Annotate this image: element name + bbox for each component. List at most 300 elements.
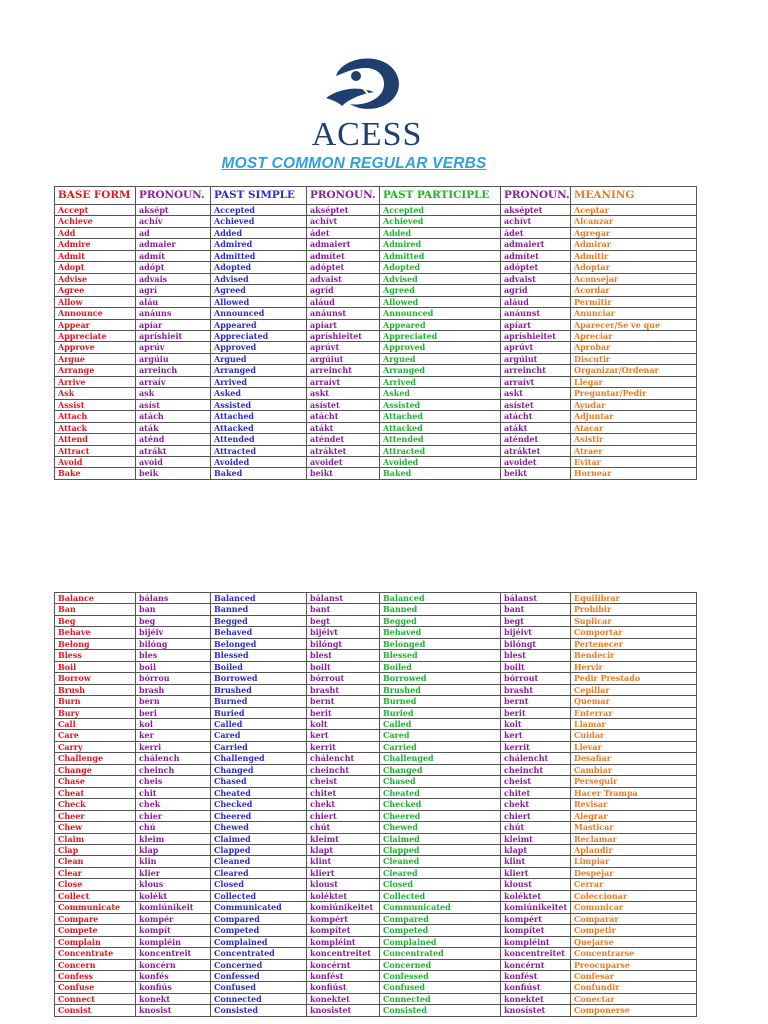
participle-pronunciation-cell: apríshieitet	[501, 330, 571, 341]
table-row	[55, 319, 697, 330]
past-pronunciation-cell: beikt	[307, 468, 380, 479]
meaning-cell: Confesar	[571, 970, 697, 981]
base-form-cell: Concern	[55, 959, 136, 970]
past-participle-cell: Complained	[380, 936, 501, 947]
past-simple-cell: Connected	[211, 993, 307, 1004]
pronunciation-cell: bern	[136, 696, 211, 707]
meaning-cell: Cuidar	[571, 730, 697, 741]
meaning-cell: Preocuparse	[571, 959, 697, 970]
past-pronunciation-cell: apríshieitet	[307, 330, 380, 341]
meaning-cell: Hervir	[571, 661, 697, 672]
participle-pronunciation-cell: askt	[501, 388, 571, 399]
base-form-cell: Attach	[55, 411, 136, 422]
meaning-cell: Prohibir	[571, 604, 697, 615]
table-row	[55, 285, 697, 296]
meaning-cell: Hornear	[571, 468, 697, 479]
past-participle-cell: Argued	[380, 353, 501, 364]
past-simple-cell: Concentrated	[211, 948, 307, 959]
participle-pronunciation-cell: chálencht	[501, 753, 571, 764]
past-simple-cell: Admired	[211, 239, 307, 250]
table-row	[55, 913, 697, 924]
meaning-cell: Aplaudir	[571, 844, 697, 855]
past-simple-cell: Complained	[211, 936, 307, 947]
base-form-cell: Complain	[55, 936, 136, 947]
past-participle-cell: Baked	[380, 468, 501, 479]
meaning-cell: Preguntar/Pedir	[571, 388, 697, 399]
past-participle-cell: Chewed	[380, 822, 501, 833]
past-participle-cell: Concentrated	[380, 948, 501, 959]
table-row	[55, 970, 697, 981]
past-simple-cell: Asked	[211, 388, 307, 399]
pronunciation-cell: kompít	[136, 925, 211, 936]
participle-pronunciation-cell: berit	[501, 707, 571, 718]
participle-pronunciation-cell: aténdet	[501, 434, 571, 445]
pronunciation-cell: kerri	[136, 741, 211, 752]
base-form-cell: Arrive	[55, 376, 136, 387]
past-participle-cell: Asked	[380, 388, 501, 399]
past-participle-cell: Attracted	[380, 445, 501, 456]
base-form-cell: Achieve	[55, 216, 136, 227]
past-participle-cell: Approved	[380, 342, 501, 353]
verbs-table-2	[54, 592, 697, 1017]
past-participle-cell: Balanced	[380, 593, 501, 604]
participle-pronunciation-cell: admaiert	[501, 239, 571, 250]
past-participle-cell: Banned	[380, 604, 501, 615]
past-pronunciation-cell: atákt	[307, 422, 380, 433]
past-participle-cell: Changed	[380, 764, 501, 775]
participle-pronunciation-cell: begt	[501, 615, 571, 626]
participle-pronunciation-cell: bilóngt	[501, 638, 571, 649]
base-form-cell: Argue	[55, 353, 136, 364]
base-form-cell: Check	[55, 799, 136, 810]
pronunciation-cell: konekt	[136, 993, 211, 1004]
pronunciation-cell: anáuns	[136, 308, 211, 319]
table-row	[55, 604, 697, 615]
pronunciation-cell: aksépt	[136, 205, 211, 216]
base-form-cell: Claim	[55, 833, 136, 844]
meaning-cell: Organizar/Ordenar	[571, 365, 697, 376]
past-participle-cell: Agreed	[380, 285, 501, 296]
past-simple-cell: Avoided	[211, 456, 307, 467]
past-simple-cell: Cleared	[211, 867, 307, 878]
table-row	[55, 673, 697, 684]
table-row	[55, 730, 697, 741]
meaning-cell: Comunicar	[571, 902, 697, 913]
meaning-cell: Desafiar	[571, 753, 697, 764]
table-row	[55, 250, 697, 261]
pronunciation-cell: beg	[136, 615, 211, 626]
past-simple-cell: Argued	[211, 353, 307, 364]
table-row	[55, 959, 697, 970]
participle-pronunciation-cell: aláud	[501, 296, 571, 307]
past-pronunciation-cell: atráktet	[307, 445, 380, 456]
table-row	[55, 856, 697, 867]
participle-pronunciation-cell: achívt	[501, 216, 571, 227]
past-participle-cell: Attacked	[380, 422, 501, 433]
base-form-cell: Bake	[55, 468, 136, 479]
past-participle-cell: Called	[380, 718, 501, 729]
table-row	[55, 925, 697, 936]
pronunciation-cell: bilóng	[136, 638, 211, 649]
past-pronunciation-cell: aténdet	[307, 434, 380, 445]
past-simple-cell: Accepted	[211, 205, 307, 216]
meaning-cell: Comportar	[571, 627, 697, 638]
participle-pronunciation-cell: koléktet	[501, 890, 571, 901]
pronunciation-cell: avoid	[136, 456, 211, 467]
meaning-cell: Enterrar	[571, 707, 697, 718]
past-simple-cell: Cheated	[211, 787, 307, 798]
past-participle-cell: Admitted	[380, 250, 501, 261]
past-simple-cell: Attacked	[211, 422, 307, 433]
past-participle-cell: Adopted	[380, 262, 501, 273]
past-pronunciation-cell: berit	[307, 707, 380, 718]
meaning-cell: Limpiar	[571, 856, 697, 867]
past-participle-cell: Closed	[380, 879, 501, 890]
past-simple-cell: Confessed	[211, 970, 307, 981]
past-pronunciation-cell: anáunst	[307, 308, 380, 319]
past-pronunciation-cell: admaiert	[307, 239, 380, 250]
past-participle-cell: Begged	[380, 615, 501, 626]
table-row	[55, 627, 697, 638]
past-participle-cell: Concerned	[380, 959, 501, 970]
participle-pronunciation-cell: advaist	[501, 273, 571, 284]
past-simple-cell: Adopted	[211, 262, 307, 273]
table-row	[55, 638, 697, 649]
verbs-table-1	[54, 186, 697, 480]
past-pronunciation-cell: konektet	[307, 993, 380, 1004]
table-row	[55, 982, 697, 993]
base-form-cell: Chew	[55, 822, 136, 833]
pronunciation-cell: chú	[136, 822, 211, 833]
table-row	[55, 330, 697, 341]
pronunciation-cell: adópt	[136, 262, 211, 273]
table-row	[55, 468, 697, 479]
past-pronunciation-cell: konfiúst	[307, 982, 380, 993]
table-row	[55, 353, 697, 364]
participle-pronunciation-cell: kloust	[501, 879, 571, 890]
past-simple-cell: Consisted	[211, 1005, 307, 1016]
pronunciation-cell: kleim	[136, 833, 211, 844]
base-form-cell: Behave	[55, 627, 136, 638]
pronunciation-cell: admaier	[136, 239, 211, 250]
page-title: MOST COMMON REGULAR VERBS	[221, 155, 487, 172]
past-pronunciation-cell: kliert	[307, 867, 380, 878]
past-participle-cell: Carried	[380, 741, 501, 752]
meaning-cell: Suplicar	[571, 615, 697, 626]
past-simple-cell: Banned	[211, 604, 307, 615]
base-form-cell: Clear	[55, 867, 136, 878]
pronunciation-cell: kompléin	[136, 936, 211, 947]
pronunciation-cell: klin	[136, 856, 211, 867]
past-simple-cell: Brushed	[211, 684, 307, 695]
base-form-cell: Add	[55, 227, 136, 238]
base-form-cell: Arrange	[55, 365, 136, 376]
past-simple-cell: Confused	[211, 982, 307, 993]
past-participle-cell: Chased	[380, 776, 501, 787]
past-participle-cell: Cheered	[380, 810, 501, 821]
past-simple-cell: Begged	[211, 615, 307, 626]
base-form-cell: Collect	[55, 890, 136, 901]
base-form-cell: Appreciate	[55, 330, 136, 341]
past-participle-cell: Checked	[380, 799, 501, 810]
past-participle-cell: Achieved	[380, 216, 501, 227]
participle-pronunciation-cell: kompért	[501, 913, 571, 924]
past-pronunciation-cell: adóptet	[307, 262, 380, 273]
participle-pronunciation-cell: atráktet	[501, 445, 571, 456]
participle-pronunciation-cell: blest	[501, 650, 571, 661]
table-row	[55, 456, 697, 467]
past-participle-cell: Claimed	[380, 833, 501, 844]
past-participle-cell: Added	[380, 227, 501, 238]
participle-pronunciation-cell: konfiúst	[501, 982, 571, 993]
logo-brand: ACESS	[311, 116, 423, 146]
past-participle-cell: Cleaned	[380, 856, 501, 867]
past-participle-cell: Clapped	[380, 844, 501, 855]
table-row	[55, 205, 697, 216]
past-participle-cell: Confessed	[380, 970, 501, 981]
base-form-cell: Attend	[55, 434, 136, 445]
past-pronunciation-cell: knosistet	[307, 1005, 380, 1016]
pronunciation-cell: achív	[136, 216, 211, 227]
past-pronunciation-cell: brasht	[307, 684, 380, 695]
past-pronunciation-cell: admítet	[307, 250, 380, 261]
pronunciation-cell: klier	[136, 867, 211, 878]
base-form-cell: Admire	[55, 239, 136, 250]
base-form-cell: Attack	[55, 422, 136, 433]
past-participle-cell: Arranged	[380, 365, 501, 376]
base-form-cell: Announce	[55, 308, 136, 319]
pronunciation-cell: beri	[136, 707, 211, 718]
past-pronunciation-cell: advaist	[307, 273, 380, 284]
past-simple-cell: Challenged	[211, 753, 307, 764]
participle-pronunciation-cell: kliert	[501, 867, 571, 878]
participle-pronunciation-cell: boilt	[501, 661, 571, 672]
past-participle-cell: Communicated	[380, 902, 501, 913]
participle-pronunciation-cell: kleimt	[501, 833, 571, 844]
past-pronunciation-cell: asístet	[307, 399, 380, 410]
table-row	[55, 890, 697, 901]
past-participle-cell: Burned	[380, 696, 501, 707]
participle-pronunciation-cell: cheist	[501, 776, 571, 787]
pronunciation-cell: bles	[136, 650, 211, 661]
participle-pronunciation-cell: anáunst	[501, 308, 571, 319]
table-row	[55, 902, 697, 913]
past-pronunciation-cell: bórrout	[307, 673, 380, 684]
base-form-cell: Ask	[55, 388, 136, 399]
participle-pronunciation-cell: chitet	[501, 787, 571, 798]
table-row	[55, 696, 697, 707]
table-row	[55, 445, 697, 456]
base-form-cell: Compete	[55, 925, 136, 936]
past-simple-cell: Buried	[211, 707, 307, 718]
past-participle-cell: Announced	[380, 308, 501, 319]
participle-pronunciation-cell: bijéivt	[501, 627, 571, 638]
past-participle-cell: Confused	[380, 982, 501, 993]
meaning-cell: Concentrarse	[571, 948, 697, 959]
past-pronunciation-cell: begt	[307, 615, 380, 626]
base-form-cell: Confuse	[55, 982, 136, 993]
participle-pronunciation-cell: beikt	[501, 468, 571, 479]
meaning-cell: Reclamar	[571, 833, 697, 844]
past-simple-cell: Admitted	[211, 250, 307, 261]
table-row	[55, 422, 697, 433]
past-pronunciation-cell: agríd	[307, 285, 380, 296]
base-form-cell: Cheat	[55, 787, 136, 798]
meaning-cell: Anunciar	[571, 308, 697, 319]
pronunciation-cell: atrákt	[136, 445, 211, 456]
base-form-cell: Consist	[55, 1005, 136, 1016]
past-participle-cell: Competed	[380, 925, 501, 936]
meaning-cell: Perseguir	[571, 776, 697, 787]
participle-pronunciation-cell: avoidet	[501, 456, 571, 467]
participle-pronunciation-cell: atákt	[501, 422, 571, 433]
past-simple-cell: Claimed	[211, 833, 307, 844]
past-simple-cell: Behaved	[211, 627, 307, 638]
participle-pronunciation-cell: arraívt	[501, 376, 571, 387]
meaning-cell: Ayudar	[571, 399, 697, 410]
table-row	[55, 741, 697, 752]
base-form-cell: Connect	[55, 993, 136, 1004]
past-participle-cell: Avoided	[380, 456, 501, 467]
past-simple-cell: Achieved	[211, 216, 307, 227]
participle-pronunciation-cell: konfést	[501, 970, 571, 981]
participle-pronunciation-cell: konektet	[501, 993, 571, 1004]
past-pronunciation-cell: kompítet	[307, 925, 380, 936]
meaning-cell: Adoptar	[571, 262, 697, 273]
meaning-cell: Quejarse	[571, 936, 697, 947]
participle-pronunciation-cell: bórrout	[501, 673, 571, 684]
past-simple-cell: Concerned	[211, 959, 307, 970]
base-form-cell: Belong	[55, 638, 136, 649]
table-row	[55, 661, 697, 672]
pronunciation-cell: cheinch	[136, 764, 211, 775]
pronunciation-cell: chit	[136, 787, 211, 798]
meaning-cell: Evitar	[571, 456, 697, 467]
past-simple-cell: Closed	[211, 879, 307, 890]
meaning-cell: Agregar	[571, 227, 697, 238]
past-simple-cell: Baked	[211, 468, 307, 479]
meaning-cell: Asistir	[571, 434, 697, 445]
past-pronunciation-cell: arraívt	[307, 376, 380, 387]
table-row	[55, 822, 697, 833]
past-simple-cell: Assisted	[211, 399, 307, 410]
header-pronunciation: PRONOUN.	[136, 187, 211, 205]
past-participle-cell: Accepted	[380, 205, 501, 216]
base-form-cell: Challenge	[55, 753, 136, 764]
table-row	[55, 399, 697, 410]
table-row	[55, 227, 697, 238]
past-simple-cell: Cleaned	[211, 856, 307, 867]
pronunciation-cell: agrí	[136, 285, 211, 296]
header-past-pronunciation: PRONOUN.	[307, 187, 380, 205]
past-participle-cell: Belonged	[380, 638, 501, 649]
meaning-cell: Aprobar	[571, 342, 697, 353]
meaning-cell: Aceptar	[571, 205, 697, 216]
table-row	[55, 753, 697, 764]
pronunciation-cell: konfiús	[136, 982, 211, 993]
participle-pronunciation-cell: kolt	[501, 718, 571, 729]
past-simple-cell: Borrowed	[211, 673, 307, 684]
base-form-cell: Clap	[55, 844, 136, 855]
past-pronunciation-cell: klint	[307, 856, 380, 867]
table-header-row	[55, 187, 697, 205]
pronunciation-cell: beik	[136, 468, 211, 479]
pronunciation-cell: argúiu	[136, 353, 211, 364]
pronunciation-cell: koncentreit	[136, 948, 211, 959]
past-simple-cell: Competed	[211, 925, 307, 936]
past-participle-cell: Collected	[380, 890, 501, 901]
participle-pronunciation-cell: atácht	[501, 411, 571, 422]
meaning-cell: Alegrar	[571, 810, 697, 821]
table-row	[55, 787, 697, 798]
participle-pronunciation-cell: bant	[501, 604, 571, 615]
table-row	[55, 650, 697, 661]
past-simple-cell: Boiled	[211, 661, 307, 672]
pronunciation-cell: ban	[136, 604, 211, 615]
past-pronunciation-cell: akséptet	[307, 205, 380, 216]
past-simple-cell: Collected	[211, 890, 307, 901]
base-form-cell: Compare	[55, 913, 136, 924]
meaning-cell: Cerrar	[571, 879, 697, 890]
participle-pronunciation-cell: akséptet	[501, 205, 571, 216]
meaning-cell: Admirar	[571, 239, 697, 250]
past-simple-cell: Carried	[211, 741, 307, 752]
meaning-cell: Quemar	[571, 696, 697, 707]
past-simple-cell: Changed	[211, 764, 307, 775]
meaning-cell: Adjuntar	[571, 411, 697, 422]
meaning-cell: Coleccionar	[571, 890, 697, 901]
pronunciation-cell: kompér	[136, 913, 211, 924]
past-simple-cell: Advised	[211, 273, 307, 284]
base-form-cell: Avoid	[55, 456, 136, 467]
past-participle-cell: Cared	[380, 730, 501, 741]
table-row	[55, 308, 697, 319]
participle-pronunciation-cell: koncérnt	[501, 959, 571, 970]
participle-pronunciation-cell: bernt	[501, 696, 571, 707]
past-pronunciation-cell: bijéivt	[307, 627, 380, 638]
past-participle-cell: Advised	[380, 273, 501, 284]
past-pronunciation-cell: apíart	[307, 319, 380, 330]
base-form-cell: Burn	[55, 696, 136, 707]
base-form-cell: Brush	[55, 684, 136, 695]
past-pronunciation-cell: aprúvt	[307, 342, 380, 353]
pronunciation-cell: ask	[136, 388, 211, 399]
table-row	[55, 615, 697, 626]
pronunciation-cell: ad	[136, 227, 211, 238]
header-base-form: BASE FORM	[55, 187, 136, 205]
past-participle-cell: Attended	[380, 434, 501, 445]
past-participle-cell: Cleared	[380, 867, 501, 878]
pronunciation-cell: arreinch	[136, 365, 211, 376]
base-form-cell: Cheer	[55, 810, 136, 821]
pronunciation-cell: brash	[136, 684, 211, 695]
past-pronunciation-cell: klapt	[307, 844, 380, 855]
participle-pronunciation-cell: kerrit	[501, 741, 571, 752]
meaning-cell: Componerse	[571, 1005, 697, 1016]
participle-pronunciation-cell: kompítet	[501, 925, 571, 936]
table-row	[55, 707, 697, 718]
participle-pronunciation-cell: kompléint	[501, 936, 571, 947]
past-pronunciation-cell: bálanst	[307, 593, 380, 604]
pronunciation-cell: chek	[136, 799, 211, 810]
meaning-cell: Bendecir	[571, 650, 697, 661]
meaning-cell: Equilibrar	[571, 593, 697, 604]
participle-pronunciation-cell: brasht	[501, 684, 571, 695]
participle-pronunciation-cell: agríd	[501, 285, 571, 296]
past-pronunciation-cell: ádet	[307, 227, 380, 238]
table-row	[55, 948, 697, 959]
base-form-cell: Assist	[55, 399, 136, 410]
